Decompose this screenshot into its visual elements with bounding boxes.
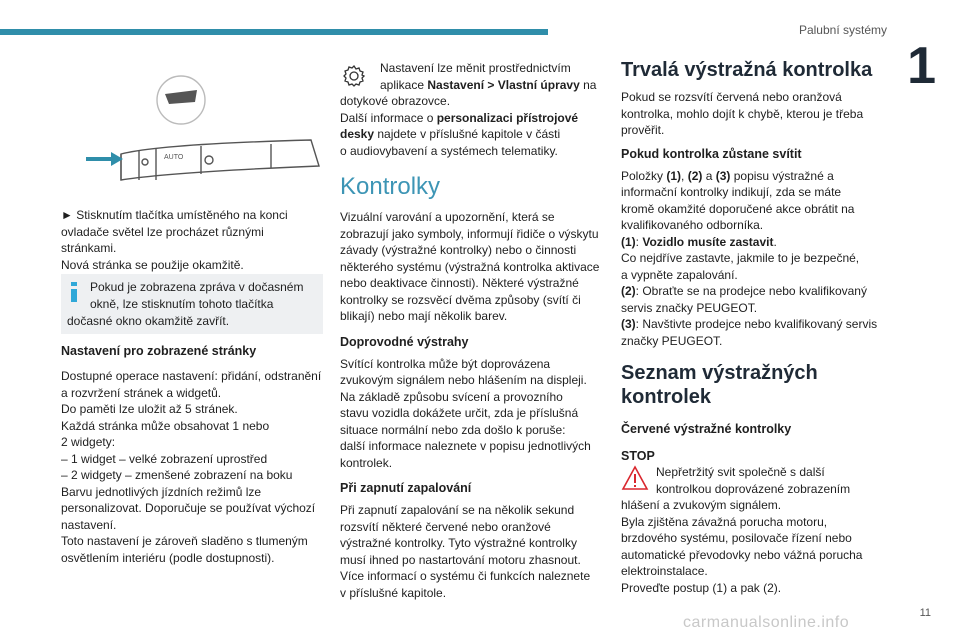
paragraph-line: výstražné kontrolky. Tyto výstražné kontrolky [340, 536, 577, 550]
paragraph-line: musí ihned po nastartování motoru zhasnout. [340, 552, 581, 567]
text: najdete v příslušné kapitole v části [374, 127, 561, 141]
paragraph-line: Při zapnutí zapalování se na několik sekund [340, 503, 575, 517]
paragraph-line: Svítící kontrolka může být doprovázena [340, 356, 551, 371]
item-ref: (3) [621, 317, 636, 331]
gear-line: dotykové obrazovce. [340, 94, 451, 108]
paragraph-line: informační kontrolky indikují, zda se máte [621, 185, 842, 199]
paragraph-line: kontrolka, mohlo dojít k chybě, kterou je třeba [621, 106, 864, 121]
paragraph-line: stavu vozidla dokážete určit, zda je příslušná [340, 406, 579, 420]
info-icon [67, 282, 81, 302]
more-line: o audiovybavení a systémech telematiky. [340, 143, 558, 158]
emphasis: Vozidlo musíte zastavit [642, 234, 774, 249]
paragraph-line: automatické převodovky nebo vážná porucha [621, 547, 863, 562]
text: . [773, 234, 777, 249]
paragraph-line: nebo deaktivace činnosti). Některé výstražné [340, 276, 579, 290]
text: : Obraťte se na prodejce nebo kvalifikovaný [635, 284, 867, 298]
subheading: Červené výstražné kontrolky [621, 422, 792, 436]
section-heading: Kontrolky [340, 173, 441, 200]
instruction-line: ovladače světel lze procházet různými [61, 224, 264, 239]
link-text: personalizaci přístrojové [436, 110, 579, 125]
paragraph-line: hlášení a zvukovým signálem. [621, 498, 782, 512]
subheading: Nastavení pro zobrazené stránky [61, 344, 257, 358]
paragraph-line: personalizovat. Doporučuje se používat výchozí [61, 501, 316, 515]
paragraph-line: kontrolek. [340, 455, 393, 470]
paragraph-line: kvalifikovaného odborníka. [621, 218, 764, 232]
paragraph-line: závady (výstražné kontrolky) nebo o činnosti [340, 243, 577, 257]
paragraph-line: – 1 widget – velké zobrazení uprostřed [61, 451, 268, 466]
paragraph-line: situace normální nebo zda došlo k poruše: [340, 422, 566, 437]
paragraph-line: Každá stránka může obsahovat 1 nebo [61, 418, 270, 433]
menu-path: Nastavení > Vlastní úpravy [427, 77, 580, 92]
chapter-number: 1 [907, 37, 936, 95]
info-line: okně, lze stisknutím tohoto tlačítka [90, 297, 274, 311]
page-number: 11 [919, 607, 931, 619]
paragraph-line: kromě okamžité doporučené akce obrátit na [621, 201, 855, 216]
paragraph-line: a vypněte zapalování. [621, 267, 738, 282]
item-ref: (2) [621, 284, 636, 298]
paragraph-line: kontrolky se rozsvěcí dvěma způsoby (svítí či [340, 292, 581, 307]
text: aplikace [380, 77, 428, 92]
paragraph-line: (1): Vozidlo musíte zastavit. [621, 234, 777, 249]
header-accent-bar [0, 29, 548, 35]
paragraph-line: Co nejdříve zastavte, jakmile to je bezpečné, [621, 251, 860, 265]
paragraph-line: zvukovým signálem nebo hlášením na displeji. [340, 373, 587, 387]
paragraph-line [621, 316, 889, 333]
warning-label: STOP [621, 449, 655, 463]
paragraph-line: – 2 widgety – zmenšené zobrazení na boku [61, 468, 293, 482]
text: na [579, 77, 597, 92]
light-stalk-illustration [61, 62, 323, 202]
text: : Navštivte prodejce nebo kvalifikovaný servis [635, 317, 878, 331]
info-line: dočasné okno okamžitě zavřít. [67, 314, 230, 328]
paragraph-line: značky PEUGEOT. [621, 333, 723, 348]
section-heading: Seznam výstražných [621, 362, 818, 384]
paragraph-line: brzdového systému, posilovače řízení nebo [621, 531, 852, 545]
paragraph-line: prověřit. [621, 123, 665, 137]
subheading: Doprovodné výstrahy [340, 334, 469, 349]
paragraph-line: blikají) nebo mají několik barev. [340, 309, 508, 323]
more-line [340, 126, 605, 143]
text: Další informace o [340, 110, 437, 125]
item-ref: (1) [621, 234, 636, 249]
gear-icon [340, 62, 368, 90]
paragraph-line: Barvu jednotlivých jízdních režimů lze [61, 484, 262, 499]
instruction-line: stránkami. [61, 241, 117, 255]
text: Položky [621, 168, 667, 183]
paragraph-line: Byla zjištěna závažná porucha motoru, [621, 514, 828, 529]
info-line: Pokud je zobrazena zpráva v dočasném [90, 280, 304, 294]
item-ref: (1) [666, 168, 682, 183]
paragraph-line: Nepřetržitý svit společně s další [656, 465, 825, 479]
paragraph-line: elektroinstalace. [621, 564, 708, 578]
paragraph-line: Proveďte postup (1) a pak (2). [621, 580, 782, 595]
warning-triangle-icon [621, 464, 649, 492]
paragraph-line: Toto nastavení je zároveň sladěno s tlumeným [61, 534, 308, 548]
paragraph-line: a rozvržení stránek a widgetů. [61, 385, 222, 400]
section-heading: Trvalá výstražná kontrolka [621, 59, 873, 81]
item-ref: (2) [687, 168, 703, 183]
paragraph-line: nastavení. [61, 517, 117, 532]
watermark: carmanualsonline.info [683, 614, 850, 631]
gear-line [340, 77, 605, 94]
subheading: Při zapnutí zapalování [340, 481, 472, 495]
more-line [340, 110, 605, 127]
paragraph-line [621, 168, 889, 185]
paragraph-line [621, 283, 889, 300]
paragraph-line: osvětlením interiéru (podle dostupnosti). [61, 550, 275, 565]
paragraph-line: servis značky PEUGEOT. [621, 300, 758, 315]
gear-line: Nastavení lze měnit prostřednictvím [380, 61, 571, 75]
paragraph-line: kontrolkou doprovázené zobrazením [656, 481, 851, 496]
paragraph-line: 2 widgety: [61, 435, 116, 449]
section-title: Palubní systémy [798, 23, 887, 37]
paragraph-line: některého systému (výstražná kontrolka aktivace [340, 259, 600, 274]
paragraph-line: další informace naleznete v popisu jednotlivých [340, 439, 591, 453]
text: a [702, 168, 716, 183]
paragraph-line: Do paměti lze uložit až 5 stránek. [61, 402, 238, 416]
text: , [681, 168, 688, 183]
instruction-line: Nová stránka se použije okamžitě. [61, 257, 244, 272]
paragraph-line: zobrazují jako symboly, informují řidiče o výskytu [340, 226, 599, 241]
paragraph-line: Na základě způsobu svícení a provozního [340, 389, 563, 404]
paragraph-line: rozsvítí některé červené nebo oranžové [340, 519, 551, 534]
subheading: Pokud kontrolka zůstane svítit [621, 146, 802, 161]
paragraph-line: Dostupné operace nastavení: přidání, odstranění [61, 369, 322, 383]
paragraph-line: Vizuální varování a upozornění, která se [340, 210, 555, 224]
paragraph-line: Více informací o systému či funkcích naleznete [340, 569, 591, 583]
item-ref: (3) [715, 168, 731, 183]
link-text: desky [340, 127, 375, 141]
instruction-line: ► Stisknutím tlačítka umístěného na konci [61, 208, 288, 222]
text: popisu výstražné a [730, 168, 834, 183]
section-heading: kontrolek [621, 386, 712, 408]
paragraph-line: v příslušné kapitole. [340, 585, 447, 600]
svg-text:AUTO: AUTO [164, 154, 184, 161]
info-box [61, 274, 323, 334]
paragraph-line: Pokud se rozsvítí červená nebo oranžová [621, 90, 842, 104]
